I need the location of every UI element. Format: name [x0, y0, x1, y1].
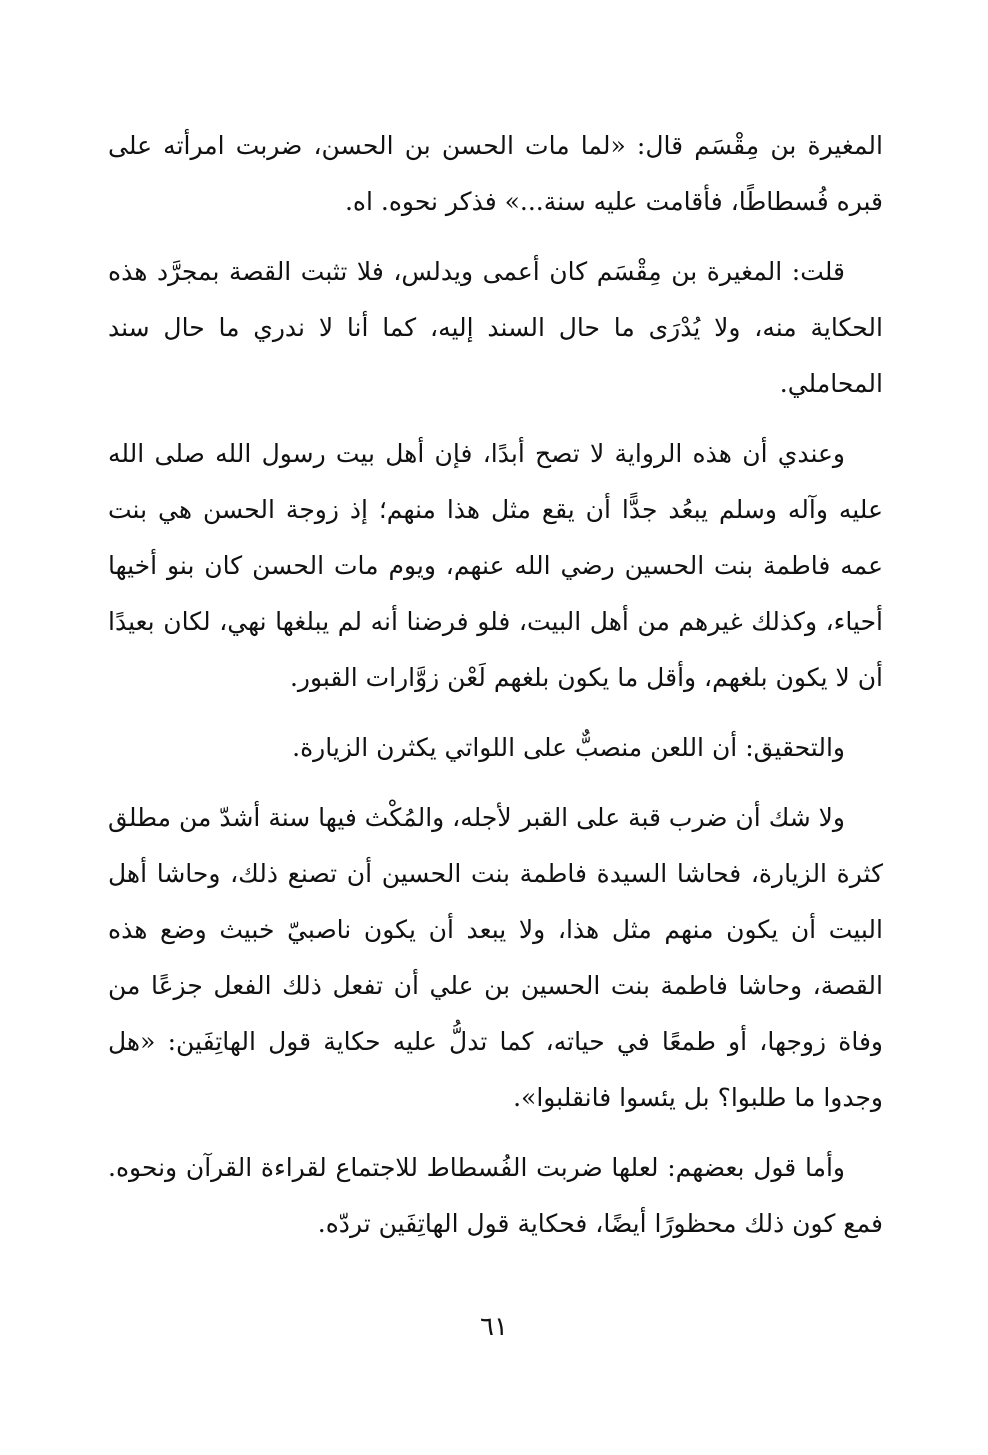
paragraph-4: والتحقيق: أن اللعن منصبٌّ على اللواتي يكثرن الزيارة.	[292, 733, 845, 762]
paragraph-3: وعندي أن هذه الرواية لا تصح أبدًا، فإن أهل بيت رسول الله صلى الله عليه وآله وسلم يبعُد جدًّا أن يقع مثل هذا منهم؛ إذ زوجة الحسن هي بنت عمه فاطمة بنت الحسين رضي الله عنهم، ويوم مات الحسن كان بنو أخيها أحياء، وكذلك غيرهم من أهل البيت، فلو فرضنا أنه لم يبلغها نهي، لكان بعيدًا أن لا يكون بلغهم، وأقل ما يكون بلغهم لَعْن زوَّارات القبور.	[108, 439, 883, 692]
paragraph-5: ولا شك أن ضرب قبة على القبر لأجله، والمُكْث فيها سنة أشدّ من مطلق كثرة الزيارة، فحاشا السيدة فاطمة بنت الحسين أن تصنع ذلك، وحاشا أهل البيت أن يكون منهم مثل هذا، ولا يبعد أن يكون ناصبيّ خبيث وضع هذه القصة، وحاشا فاطمة بنت الحسين بن علي أن تفعل ذلك الفعل جزعًا من وفاة زوجها، أو طمعًا في حياته، كما تدلُّ عليه حكاية قول الهاتِفَين: «هل وجدوا ما طلبوا؟ بل يئسوا فانقلبوا».	[108, 803, 883, 1112]
paragraph-6: وأما قول بعضهم: لعلها ضربت الفُسطاط للاجتماع لقراءة القرآن ونحوه. فمع كون ذلك محظورًا أيضًا، فحكاية قول الهاتِفَين تردّه.	[108, 1153, 883, 1238]
page-number: ٦١	[480, 1312, 508, 1342]
paragraph-1: المغيرة بن مِقْسَم قال: «لما مات الحسن بن الحسن، ضربت امرأته على قبره فُسطاطًا، فأقامت عليه سنة...» فذكر نحوه. اه.	[108, 131, 883, 216]
body-text	[108, 118, 883, 1252]
paragraph-2: قلت: المغيرة بن مِقْسَم كان أعمى ويدلس، فلا تثبت القصة بمجرَّد هذه الحكاية منه، ولا يُدْرَى ما حال السند إليه، كما أنا لا ندري ما حال سند المحاملي.	[108, 257, 883, 398]
